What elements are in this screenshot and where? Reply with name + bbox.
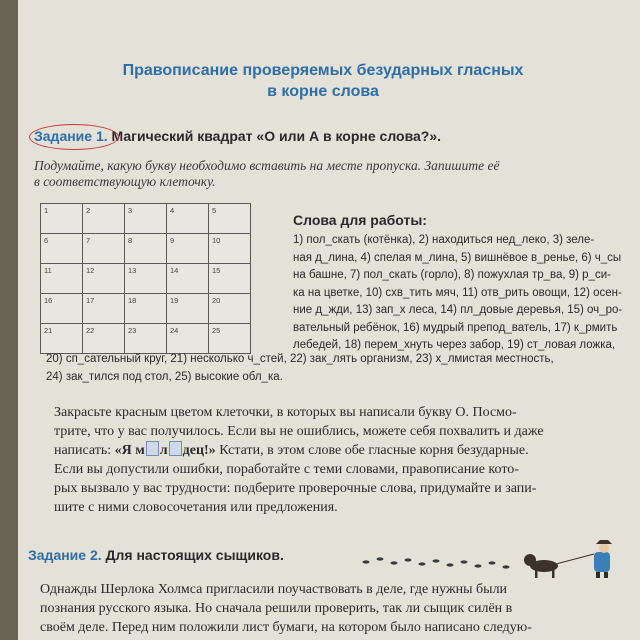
word-list-line: 20) сп_сательный круг, 21) несколько ч_стей, 22) зак_лять организм, 23) х_лмистая местность,	[46, 353, 554, 365]
textbook-page	[18, 0, 640, 640]
grid-cell[interactable]: 11	[41, 264, 83, 294]
paragraph-line: познания русского языка. Но сначала решили проверить, так ли сыщик силён в	[40, 601, 513, 616]
page-title	[88, 60, 558, 102]
task2-title: Для настоящих сыщиков.	[105, 547, 284, 563]
task2-heading	[28, 547, 284, 563]
grid-cell[interactable]: 7	[83, 234, 125, 264]
grid-cell[interactable]: 18	[125, 294, 167, 324]
grid-cell[interactable]: 8	[125, 234, 167, 264]
paragraph-line: Если вы допустили ошибки, поработайте с теми словами, правописание кото-	[54, 462, 519, 477]
grid-cell[interactable]: 24	[167, 324, 209, 354]
grid-cell[interactable]: 6	[41, 234, 83, 264]
title-line-1: Правописание проверяемых безударных гласных	[122, 62, 524, 79]
grid-cell[interactable]: 12	[83, 264, 125, 294]
task1-heading	[34, 128, 441, 144]
letter-box[interactable]	[146, 441, 159, 456]
detective-with-dog-icon	[358, 540, 638, 580]
grid-cell[interactable]: 1	[41, 204, 83, 234]
grid-cell[interactable]: 15	[209, 264, 251, 294]
grid-cell[interactable]: 23	[125, 324, 167, 354]
dog-icon	[524, 554, 594, 578]
grid-cell[interactable]: 4	[167, 204, 209, 234]
coloring-instructions	[54, 403, 614, 460]
left-margin-bleed	[18, 0, 40, 400]
grid-cell[interactable]: 5	[209, 204, 251, 234]
letter-box[interactable]	[169, 441, 182, 456]
task1-instructions-line-2: в соответствующую клеточку.	[34, 174, 216, 189]
paragraph-line: Однажды Шерлока Холмса пригласили поучаствовать в деле, где нужны были	[40, 582, 508, 597]
grid-cell[interactable]: 22	[83, 324, 125, 354]
footprints-trail-icon	[363, 557, 510, 568]
paragraph-line: рых вызвало у вас трудности: подберите проверочные слова, придумайте и запи-	[54, 481, 537, 496]
grid-cell[interactable]: 19	[167, 294, 209, 324]
grid-cell[interactable]: 2	[83, 204, 125, 234]
grid-cell[interactable]: 21	[41, 324, 83, 354]
word-list-line: 24) зак_тился под стол, 25) высокие обл_ка.	[46, 370, 283, 383]
word-list-line: на башне, 7) пол_скать (горло), 8) пожухлая тр_ва, 9) р_си-	[293, 269, 611, 281]
word-list-line: вательный ребёнок, 16) мудрый препод_ватель, 17) к_рмить	[293, 321, 618, 334]
word-list-line: ная д_лина, 4) спелая м_лина, 5) вишнёвое в_ренье, 6) ч_сы	[293, 251, 622, 264]
grid-cell[interactable]: 13	[125, 264, 167, 294]
paragraph-line	[54, 441, 614, 460]
task1-title: Магический квадрат «О или А в корне слова?».	[111, 128, 442, 144]
grid-cell[interactable]: 10	[209, 234, 251, 264]
grid-cell[interactable]: 14	[167, 264, 209, 294]
paragraph-line: Закрасьте красным цветом клеточки, в которых вы написали букву О. Посмо-	[54, 405, 517, 420]
grid-cell[interactable]: 16	[41, 294, 83, 324]
grid-cell[interactable]: 25	[209, 324, 251, 354]
magic-square-grid	[40, 203, 251, 354]
paragraph-line: трите, что у вас получилось. Если вы не ошиблись, можете себя похвалить и даже	[54, 424, 544, 439]
text-fragment: Кстати, в этом слове обе гласные корня безударные.	[219, 443, 529, 458]
answer-word: «Я м л дец!»	[114, 443, 216, 458]
word-list-line: 1) пол_скать (котёнка), 2) находиться нед_леко, 3) зеле-	[293, 234, 595, 246]
sherlock-paragraph	[40, 580, 640, 637]
grid-cell[interactable]: 9	[167, 234, 209, 264]
grid-cell[interactable]: 17	[83, 294, 125, 324]
task1-instructions-line-1: Подумайте, какую букву необходимо вставить на месте пропуска. Запишите её	[34, 158, 500, 173]
word-list	[293, 232, 623, 355]
paragraph-line: своём деле. Перед ним положили лист бумаги, на котором было написано следую-	[40, 620, 532, 635]
task2-label: Задание 2.	[28, 547, 102, 563]
title-line-2: в корне слова	[267, 83, 379, 100]
grid-cell[interactable]: 3	[125, 204, 167, 234]
word-list-continued	[46, 351, 626, 386]
text-fragment: написать:	[54, 443, 112, 458]
word-list-line: лебедей, 18) перем_хнуть через забор, 19) ст_ловая ложка,	[293, 339, 616, 351]
word-list-line: ние д_жди, 13) зап_х леса, 14) пл_довые деревья, 15) оч_ро-	[293, 304, 623, 316]
grid-cell[interactable]: 20	[209, 294, 251, 324]
paragraph-line: шите с ними словосочетания или предложения.	[54, 500, 338, 515]
detective-icon	[594, 540, 612, 578]
error-work-instructions	[54, 460, 614, 517]
task1-instructions	[34, 158, 614, 190]
word-list-line: ка на цветке, 10) схв_тить мяч, 11) отв_рить овощи, 12) осен-	[293, 286, 622, 299]
task1-label: Задание 1.	[34, 128, 108, 144]
word-list-title: Слова для работы:	[293, 212, 427, 228]
book-spine	[0, 0, 18, 640]
